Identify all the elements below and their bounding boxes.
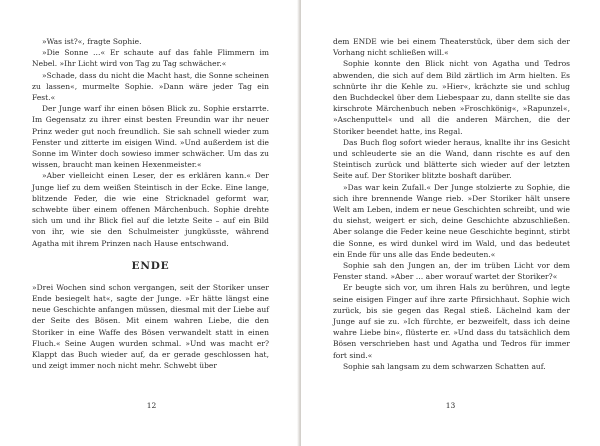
left-page — [0, 0, 299, 446]
paragraph: Sophie konnte den Blick nicht von Agatha und Tedros abwenden, die sich auf dem Bild zärtlich im Arm hielten. Es schnürte ihr die Kehle zu. »Hier«, krächzte sie und schlug den Buchdeckel über dem Liebespaar zu, dann stellte sie das kirschrote Märchenbuch neben »Froschkönig«, »Rapunzel«, »Aschenputtel« und all die anderen Märchen, die der Storiker beendet hatte, ins Regal. — [333, 59, 570, 136]
paragraph: Der Junge warf ihr einen bösen Blick zu. Sophie erstarrte. Im Gegensatz zu ihrer einst besten Freundin war ihr neuer Prinz weder gut noch freundlich. Sie sah schnell wieder zum Fenster und zitterte im eisigen Wind. »Und außerdem ist die Sonne im Winter doch sowieso immer schwächer. Um das zu wissen, braucht man keinen Hexenmeister.« — [32, 104, 269, 170]
paragraph: Sophie sah den Jungen an, der im trüben Licht vor dem Fenster stand. »Aber … aber worauf wartet der Storiker?« — [333, 261, 570, 282]
paragraph: »Die Sonne …« Er schaute auf das fahle Flimmern im Nebel. »Ihr Licht wird von Tag zu Tag schwächer.« — [32, 48, 269, 69]
paragraph: Sophie sah langsam zu dem schwarzen Schatten auf. — [343, 361, 546, 371]
paragraph: »Schade, dass du nicht die Macht hast, die Sonne scheinen zu lassen«, murmelte Sophie. »Dann wäre jeder Tag ein Fest.« — [32, 70, 269, 103]
paragraph: »Aber vielleicht einen Leser, der es erklären kann.« Der Junge lief zu dem weißen Steintisch in der Ecke. Eine lange, blitzende Feder, die wie eine Stricknadel geformt war, schwebte über einem offenen Märchenbuch. Sophie drehte sich um und ihr Blick fiel auf die letzte Seite – auf ein Bild von ihr, wie sie den Schulmeister jungküsste, während Agatha mit ihrem Prinzen nach Hause entschwand. — [32, 171, 269, 248]
right-page-text — [333, 36, 570, 372]
paragraph: Das Buch flog sofort wieder heraus, knallte ihr ins Gesicht und schleuderte sie an die Wand, dann rischte es auf den Steintisch zurück und blätterte sich wieder auf der letzten Seite auf. Der Storiker blitzte boshaft darüber. — [333, 137, 570, 181]
paragraph: »Drei Wochen sind schon vergangen, seit der Storiker unser Ende besiegelt hat«, sagte der Junge. »Er hätte längst eine neue Geschichte anfangen müssen, diesmal mit der Liebe auf der Seite des Bösen. Mit einem wahren Liebe, die den Storiker in eine Waffe des Bösen verwandelt statt in einen Fluch.« Seine Augen wurden schmal. »Und was macht er? Klappt das Buch wieder auf, da er gerade geschlossen hat, und zeigt immer noch nicht mehr. Schwebt über — [32, 282, 269, 371]
paragraph: »Das war kein Zufall.« Der Junge stolzierte zu Sophie, die sich ihre brennende Wange rieb. »Der Storiker hält unsere Welt am Leben, indem er neue Geschichten schreibt, und wie du siehst, weigert er sich, deine Geschichte abzuschließen. Aber solange die Feder keine neue Geschichte beginnt, stirbt die Sonne, es wird dunkel wird im Wald, und das bedeutet ein Ende für uns alle das Ende bedeuten.« — [333, 182, 570, 259]
chapter-heading: ENDE — [131, 259, 170, 272]
right-page — [301, 0, 600, 446]
page-number: 13 — [445, 401, 456, 410]
page-number: 12 — [146, 401, 157, 410]
left-page-text — [32, 36, 269, 371]
paragraph: »Was ist?«, fragte Sophie. — [42, 37, 142, 46]
paragraph: Er beugte sich vor, um ihren Hals zu berühren, und legte seine eisigen Finger auf ihre zarte Pfirsichhaut. Sophie wich zurück, bis sie gegen das Regal stieß. Lächelnd kam der Junge auf sie zu. »Ich fürchte, er bezweifelt, dass ich deine wahre Liebe bin«, flüsterte er. »Und dass du tatsächlich dem Bösen verschrieben hast und Agatha und Tedros für immer fort sind.« — [333, 283, 570, 360]
paragraph: dem ENDE wie bei einem Theaterstück, über dem sich der Vorhang nicht schließen will.« — [333, 37, 570, 58]
